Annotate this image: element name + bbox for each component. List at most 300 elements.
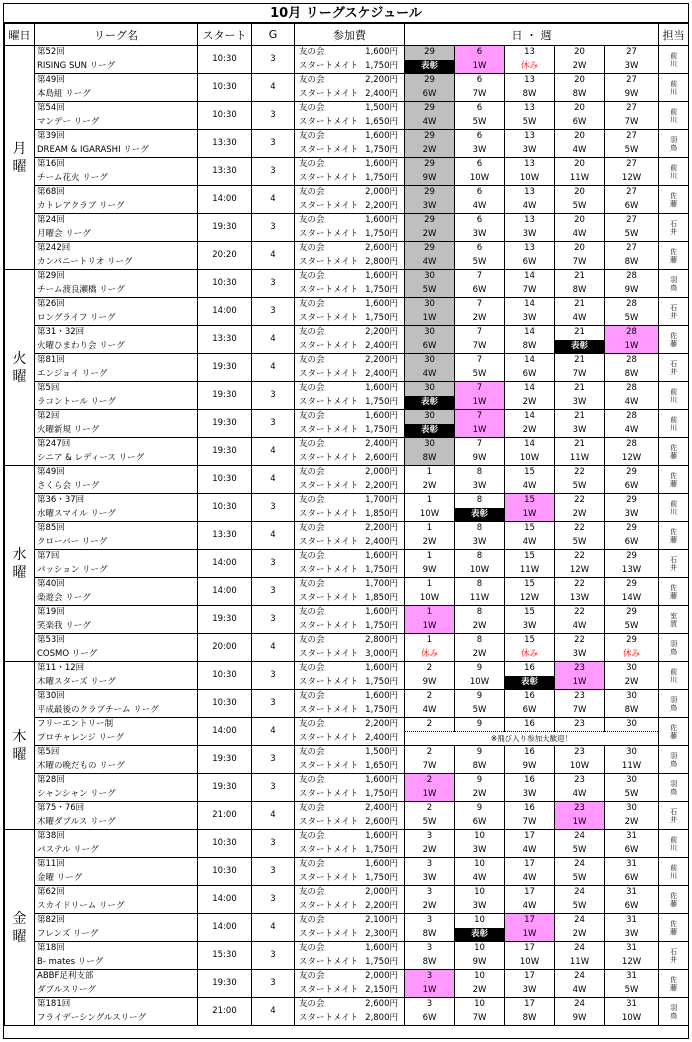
week-cell: 10W bbox=[405, 508, 455, 522]
fee-amount: 2,000円 bbox=[365, 887, 398, 898]
fee-label: スタートメイト bbox=[299, 200, 359, 211]
date-cell: 14 bbox=[505, 298, 555, 312]
league-row bbox=[5, 382, 689, 396]
league-name: シャンシャン リーグ bbox=[35, 788, 198, 802]
league-row bbox=[5, 102, 689, 116]
fee-label: スタートメイト bbox=[299, 564, 359, 575]
date-cell: 20 bbox=[555, 74, 605, 88]
league-row-sub bbox=[5, 760, 689, 774]
date-cell: 24 bbox=[555, 998, 605, 1012]
league-number: 第29回 bbox=[35, 270, 198, 284]
fee-amount: 2,000円 bbox=[365, 187, 398, 198]
fee-amount: 1,750円 bbox=[365, 172, 398, 183]
fee-amount: 1,500円 bbox=[365, 103, 398, 114]
games-count: 3 bbox=[252, 886, 295, 914]
league-number: 第38回 bbox=[35, 830, 198, 844]
fee-member bbox=[295, 270, 405, 284]
week-cell: 8W bbox=[605, 704, 659, 718]
date-cell: 13 bbox=[505, 46, 555, 60]
fee-amount: 1,700円 bbox=[365, 495, 398, 506]
staff-char: 佐 bbox=[670, 891, 678, 900]
games-count: 4 bbox=[252, 466, 295, 494]
fee-amount: 1,750円 bbox=[365, 620, 398, 631]
fee-label: スタートメイト bbox=[299, 956, 359, 967]
league-row bbox=[5, 858, 689, 872]
fee-member bbox=[295, 522, 405, 536]
week-cell: 2W bbox=[405, 844, 455, 858]
fee-amount: 2,300円 bbox=[365, 928, 398, 939]
week-cell: 10W bbox=[455, 564, 505, 578]
league-number: 第36・37回 bbox=[35, 494, 198, 508]
staff-char: 鳥 bbox=[670, 647, 678, 656]
date-cell: 29 bbox=[405, 46, 455, 60]
date-cell: 10 bbox=[455, 914, 505, 928]
week-cell: 4W bbox=[555, 788, 605, 802]
start-time: 14:00 bbox=[198, 186, 252, 214]
date-cell: 29 bbox=[405, 130, 455, 144]
games-count: 3 bbox=[252, 858, 295, 886]
league-name: 水曜スマイル リーグ bbox=[35, 508, 198, 522]
week-cell: 5W bbox=[455, 704, 505, 718]
league-row bbox=[5, 410, 689, 424]
staff-char: 川 bbox=[670, 395, 678, 404]
date-cell: 13 bbox=[505, 130, 555, 144]
date-cell: 9 bbox=[455, 802, 505, 816]
fee-startmate bbox=[295, 172, 405, 186]
staff-char: 羽 bbox=[670, 639, 678, 648]
fee-startmate bbox=[295, 592, 405, 606]
league-number: 第19回 bbox=[35, 606, 198, 620]
fee-label: 友の会 bbox=[299, 775, 325, 786]
week-cell: 4W bbox=[605, 396, 659, 410]
league-name: パッション リーグ bbox=[35, 564, 198, 578]
fee-amount: 2,200円 bbox=[365, 75, 398, 86]
week-cell: 3W bbox=[455, 536, 505, 550]
week-cell: 3W bbox=[405, 200, 455, 214]
fee-amount: 1,650円 bbox=[365, 116, 398, 127]
start-time: 19:30 bbox=[198, 970, 252, 998]
fee-startmate bbox=[295, 312, 405, 326]
fee-label: スタートメイト bbox=[299, 228, 359, 239]
date-cell: 14 bbox=[505, 354, 555, 368]
start-time: 10:30 bbox=[198, 690, 252, 718]
week-cell: 1W bbox=[505, 928, 555, 942]
week-cell: 12W bbox=[555, 564, 605, 578]
week-cell: 表彰 bbox=[405, 60, 455, 74]
league-number: 第85回 bbox=[35, 522, 198, 536]
fee-member bbox=[295, 550, 405, 564]
week-cell: 4W bbox=[405, 116, 455, 130]
fee-amount: 1,750円 bbox=[365, 788, 398, 799]
staff-name bbox=[659, 970, 689, 998]
week-cell: 9W bbox=[455, 452, 505, 466]
fee-startmate bbox=[295, 760, 405, 774]
staff-char: 前 bbox=[670, 51, 678, 60]
date-cell: 30 bbox=[605, 662, 659, 676]
date-cell: 24 bbox=[555, 858, 605, 872]
date-cell: 29 bbox=[605, 466, 659, 480]
staff-char: 羽 bbox=[670, 275, 678, 284]
week-cell: 7W bbox=[455, 340, 505, 354]
start-time: 19:30 bbox=[198, 746, 252, 774]
date-cell: 2 bbox=[405, 718, 455, 732]
league-row bbox=[5, 270, 689, 284]
week-cell: 7W bbox=[555, 368, 605, 382]
league-name: シニア & レディース リーグ bbox=[35, 452, 198, 466]
week-cell: 5W bbox=[505, 116, 555, 130]
date-cell: 10 bbox=[455, 998, 505, 1012]
league-row-sub bbox=[5, 592, 689, 606]
fee-amount: 1,750円 bbox=[365, 284, 398, 295]
fee-amount: 2,200円 bbox=[365, 327, 398, 338]
fee-amount: 1,750円 bbox=[365, 144, 398, 155]
week-cell: 10W bbox=[455, 676, 505, 690]
games-count: 4 bbox=[252, 634, 295, 662]
week-cell: 12W bbox=[605, 956, 659, 970]
start-time: 20:20 bbox=[198, 242, 252, 270]
week-cell: 11W bbox=[555, 172, 605, 186]
staff-char: 藤 bbox=[670, 199, 678, 208]
staff-name bbox=[659, 550, 689, 578]
league-name: 木曜スターズ リーグ bbox=[35, 676, 198, 690]
week-cell: 4W bbox=[505, 200, 555, 214]
fee-label: 友の会 bbox=[299, 439, 325, 450]
date-cell: 14 bbox=[505, 438, 555, 452]
fee-amount: 1,750円 bbox=[365, 564, 398, 575]
games-count: 3 bbox=[252, 942, 295, 970]
week-cell: 表彰 bbox=[455, 928, 505, 942]
start-time: 10:30 bbox=[198, 858, 252, 886]
start-time: 19:30 bbox=[198, 354, 252, 382]
date-cell: 13 bbox=[505, 186, 555, 200]
date-cell: 3 bbox=[405, 970, 455, 984]
fee-label: 友の会 bbox=[299, 495, 325, 506]
staff-name bbox=[659, 802, 689, 830]
fee-amount: 1,750円 bbox=[365, 424, 398, 435]
date-cell: 29 bbox=[605, 494, 659, 508]
league-row bbox=[5, 326, 689, 340]
league-row bbox=[5, 998, 689, 1012]
week-cell: 10W bbox=[405, 592, 455, 606]
games-count: 4 bbox=[252, 326, 295, 354]
fee-amount: 2,800円 bbox=[365, 635, 398, 646]
date-cell: 14 bbox=[505, 410, 555, 424]
fee-amount: 1,600円 bbox=[365, 551, 398, 562]
league-name: ロングライフ リーグ bbox=[35, 312, 198, 326]
staff-char: 鳥 bbox=[670, 703, 678, 712]
staff-char: 井 bbox=[670, 815, 678, 824]
league-row bbox=[5, 74, 689, 88]
start-time: 10:30 bbox=[198, 662, 252, 690]
week-cell: 4W bbox=[555, 228, 605, 242]
date-cell: 31 bbox=[605, 858, 659, 872]
fee-startmate bbox=[295, 816, 405, 830]
games-count: 3 bbox=[252, 578, 295, 606]
date-cell: 30 bbox=[405, 382, 455, 396]
staff-name bbox=[659, 46, 689, 74]
league-name: エンジョイ リーグ bbox=[35, 368, 198, 382]
league-number: 第81回 bbox=[35, 354, 198, 368]
week-cell: 12W bbox=[605, 452, 659, 466]
fee-label: スタートメイト bbox=[299, 620, 359, 631]
week-cell: 3W bbox=[505, 620, 555, 634]
league-row-sub bbox=[5, 284, 689, 298]
league-row-sub bbox=[5, 1012, 689, 1026]
week-cell: 13W bbox=[605, 564, 659, 578]
fee-amount: 1,750円 bbox=[365, 956, 398, 967]
week-cell: 8W bbox=[555, 284, 605, 298]
fee-label: 友の会 bbox=[299, 271, 325, 282]
fee-label: 友の会 bbox=[299, 383, 325, 394]
fee-startmate bbox=[295, 1012, 405, 1026]
fee-startmate bbox=[295, 620, 405, 634]
games-count: 4 bbox=[252, 802, 295, 830]
week-cell: 3W bbox=[505, 312, 555, 326]
fee-amount: 1,600円 bbox=[365, 47, 398, 58]
staff-char: 鳥 bbox=[670, 1011, 678, 1020]
week-cell: 5W bbox=[555, 900, 605, 914]
date-cell: 1 bbox=[405, 522, 455, 536]
date-cell: 10 bbox=[455, 942, 505, 956]
league-number: 第11回 bbox=[35, 858, 198, 872]
league-number: 第181回 bbox=[35, 998, 198, 1012]
date-cell: 28 bbox=[605, 326, 659, 340]
header-league: リーグ名 bbox=[35, 24, 198, 46]
week-cell: 7W bbox=[505, 816, 555, 830]
games-count: 4 bbox=[252, 354, 295, 382]
date-cell: 30 bbox=[605, 746, 659, 760]
games-count: 3 bbox=[252, 690, 295, 718]
week-cell: 2W bbox=[455, 984, 505, 998]
league-row bbox=[5, 214, 689, 228]
league-number: フリーエントリー制 bbox=[35, 718, 198, 732]
date-cell: 21 bbox=[555, 354, 605, 368]
fee-member bbox=[295, 802, 405, 816]
date-cell: 27 bbox=[605, 102, 659, 116]
staff-char: 井 bbox=[670, 563, 678, 572]
league-number: 第247回 bbox=[35, 438, 198, 452]
week-cell: 7W bbox=[455, 1012, 505, 1026]
league-row bbox=[5, 186, 689, 200]
date-cell: 30 bbox=[405, 270, 455, 284]
week-cell: 1W bbox=[555, 676, 605, 690]
fee-amount: 1,600円 bbox=[365, 663, 398, 674]
date-cell: 1 bbox=[405, 466, 455, 480]
date-cell: 23 bbox=[555, 802, 605, 816]
league-name: 金曜 リーグ bbox=[35, 872, 198, 886]
staff-name bbox=[659, 354, 689, 382]
fee-member bbox=[295, 46, 405, 60]
week-cell: 5W bbox=[555, 844, 605, 858]
staff-name bbox=[659, 578, 689, 606]
staff-name bbox=[659, 186, 689, 214]
league-number: 第40回 bbox=[35, 578, 198, 592]
start-time: 14:00 bbox=[198, 298, 252, 326]
fee-member bbox=[295, 970, 405, 984]
date-cell: 10 bbox=[455, 830, 505, 844]
league-name: 笑楽我 リーグ bbox=[35, 620, 198, 634]
week-cell: 9W bbox=[405, 676, 455, 690]
fee-label: 友の会 bbox=[299, 747, 325, 758]
weekday-cell bbox=[5, 46, 35, 270]
fee-label: 友の会 bbox=[299, 915, 325, 926]
staff-name bbox=[659, 438, 689, 466]
schedule-sheet bbox=[3, 3, 689, 1039]
games-count: 3 bbox=[252, 130, 295, 158]
date-cell: 29 bbox=[605, 522, 659, 536]
staff-name bbox=[659, 74, 689, 102]
staff-char: 室 bbox=[670, 611, 678, 620]
week-cell: 11W bbox=[505, 564, 555, 578]
date-cell: 1 bbox=[405, 550, 455, 564]
date-cell: 30 bbox=[605, 774, 659, 788]
games-count: 3 bbox=[252, 46, 295, 74]
week-cell: 8W bbox=[555, 88, 605, 102]
week-cell: 5W bbox=[605, 984, 659, 998]
date-cell: 16 bbox=[505, 690, 555, 704]
date-cell: 17 bbox=[505, 998, 555, 1012]
fee-amount: 1,750円 bbox=[365, 228, 398, 239]
staff-char: 前 bbox=[670, 163, 678, 172]
date-cell: 30 bbox=[405, 354, 455, 368]
fee-amount: 1,750円 bbox=[365, 844, 398, 855]
fee-label: スタートメイト bbox=[299, 704, 359, 715]
start-time: 13:30 bbox=[198, 522, 252, 550]
fee-label: 友の会 bbox=[299, 159, 325, 170]
staff-char: 鳥 bbox=[670, 787, 678, 796]
start-time: 19:30 bbox=[198, 606, 252, 634]
staff-name bbox=[659, 270, 689, 298]
staff-name bbox=[659, 130, 689, 158]
date-cell: 9 bbox=[455, 690, 505, 704]
weekday-cell bbox=[5, 662, 35, 830]
league-row-sub bbox=[5, 88, 689, 102]
week-cell: 7W bbox=[405, 760, 455, 774]
fee-amount: 1,600円 bbox=[365, 411, 398, 422]
games-count: 3 bbox=[252, 214, 295, 242]
games-count: 4 bbox=[252, 718, 295, 746]
fee-startmate bbox=[295, 396, 405, 410]
date-cell: 28 bbox=[605, 298, 659, 312]
fee-label: スタートメイト bbox=[299, 424, 359, 435]
league-name: 火曜新規 リーグ bbox=[35, 424, 198, 438]
staff-name bbox=[659, 214, 689, 242]
week-cell: 8W bbox=[405, 452, 455, 466]
fee-label: 友の会 bbox=[299, 635, 325, 646]
league-number: 第16回 bbox=[35, 158, 198, 172]
league-row-sub bbox=[5, 480, 689, 494]
fee-amount: 2,400円 bbox=[365, 439, 398, 450]
week-cell: 11W bbox=[555, 452, 605, 466]
date-cell: 31 bbox=[605, 998, 659, 1012]
weekday-char: 木 bbox=[12, 728, 27, 745]
staff-name bbox=[659, 102, 689, 130]
week-cell: 9W bbox=[405, 564, 455, 578]
fee-amount: 2,200円 bbox=[365, 719, 398, 730]
week-cell: 3W bbox=[455, 228, 505, 242]
fee-amount: 2,600円 bbox=[365, 452, 398, 463]
league-name: クローバー リーグ bbox=[35, 536, 198, 550]
fee-amount: 2,000円 bbox=[365, 971, 398, 982]
fee-label: 友の会 bbox=[299, 607, 325, 618]
week-cell: 4W bbox=[505, 900, 555, 914]
league-row bbox=[5, 774, 689, 788]
fee-amount: 1,750円 bbox=[365, 704, 398, 715]
fee-amount: 2,400円 bbox=[365, 732, 398, 743]
staff-char: 藤 bbox=[670, 479, 678, 488]
date-cell: 20 bbox=[555, 186, 605, 200]
games-count: 3 bbox=[252, 410, 295, 438]
date-cell: 7 bbox=[455, 326, 505, 340]
fee-label: 友の会 bbox=[299, 187, 325, 198]
date-cell: 22 bbox=[555, 578, 605, 592]
date-cell: 17 bbox=[505, 942, 555, 956]
fee-member bbox=[295, 942, 405, 956]
week-cell: 10W bbox=[455, 172, 505, 186]
league-row-sub bbox=[5, 368, 689, 382]
league-row bbox=[5, 466, 689, 480]
fee-amount: 2,100円 bbox=[365, 915, 398, 926]
week-cell: 2W bbox=[405, 536, 455, 550]
fee-member bbox=[295, 606, 405, 620]
date-cell: 6 bbox=[455, 158, 505, 172]
fee-label: 友の会 bbox=[299, 467, 325, 478]
week-cell: 4W bbox=[505, 536, 555, 550]
start-time: 10:30 bbox=[198, 466, 252, 494]
fee-member bbox=[295, 298, 405, 312]
league-name: 本島組 リーグ bbox=[35, 88, 198, 102]
date-cell: 27 bbox=[605, 186, 659, 200]
weekday-char: 曜 bbox=[12, 746, 27, 763]
fee-startmate bbox=[295, 536, 405, 550]
page-title: 10月 リーグスケジュール bbox=[4, 4, 688, 23]
date-cell: 20 bbox=[555, 242, 605, 256]
date-cell: 29 bbox=[605, 578, 659, 592]
header-fee: 参加費 bbox=[295, 24, 405, 46]
week-cell: 6W bbox=[455, 284, 505, 298]
league-row-sub bbox=[5, 424, 689, 438]
fee-startmate bbox=[295, 116, 405, 130]
staff-char: 前 bbox=[670, 499, 678, 508]
week-cell: 8W bbox=[455, 760, 505, 774]
date-cell: 29 bbox=[405, 74, 455, 88]
week-cell: 休み bbox=[605, 648, 659, 662]
staff-char: 佐 bbox=[670, 919, 678, 928]
week-cell: 9W bbox=[505, 760, 555, 774]
fee-amount: 2,600円 bbox=[365, 243, 398, 254]
header-row bbox=[5, 24, 689, 46]
league-row-sub bbox=[5, 452, 689, 466]
games-count: 3 bbox=[252, 158, 295, 186]
fee-label: 友の会 bbox=[299, 243, 325, 254]
league-name: ラコントール リーグ bbox=[35, 396, 198, 410]
week-cell: 5W bbox=[605, 228, 659, 242]
date-cell: 6 bbox=[455, 130, 505, 144]
league-row-sub bbox=[5, 900, 689, 914]
note-text: ※飛び入り参加大歓迎！ bbox=[405, 732, 659, 746]
date-cell: 1 bbox=[405, 606, 455, 620]
fee-amount: 1,750円 bbox=[365, 312, 398, 323]
date-cell: 22 bbox=[555, 466, 605, 480]
week-cell: 7W bbox=[555, 704, 605, 718]
date-cell: 9 bbox=[455, 662, 505, 676]
schedule-table bbox=[4, 23, 689, 1026]
fee-label: スタートメイト bbox=[299, 88, 359, 99]
week-cell: 2W bbox=[455, 312, 505, 326]
date-cell: 28 bbox=[605, 438, 659, 452]
league-name: カトレアクラブ リーグ bbox=[35, 200, 198, 214]
date-cell: 15 bbox=[505, 494, 555, 508]
